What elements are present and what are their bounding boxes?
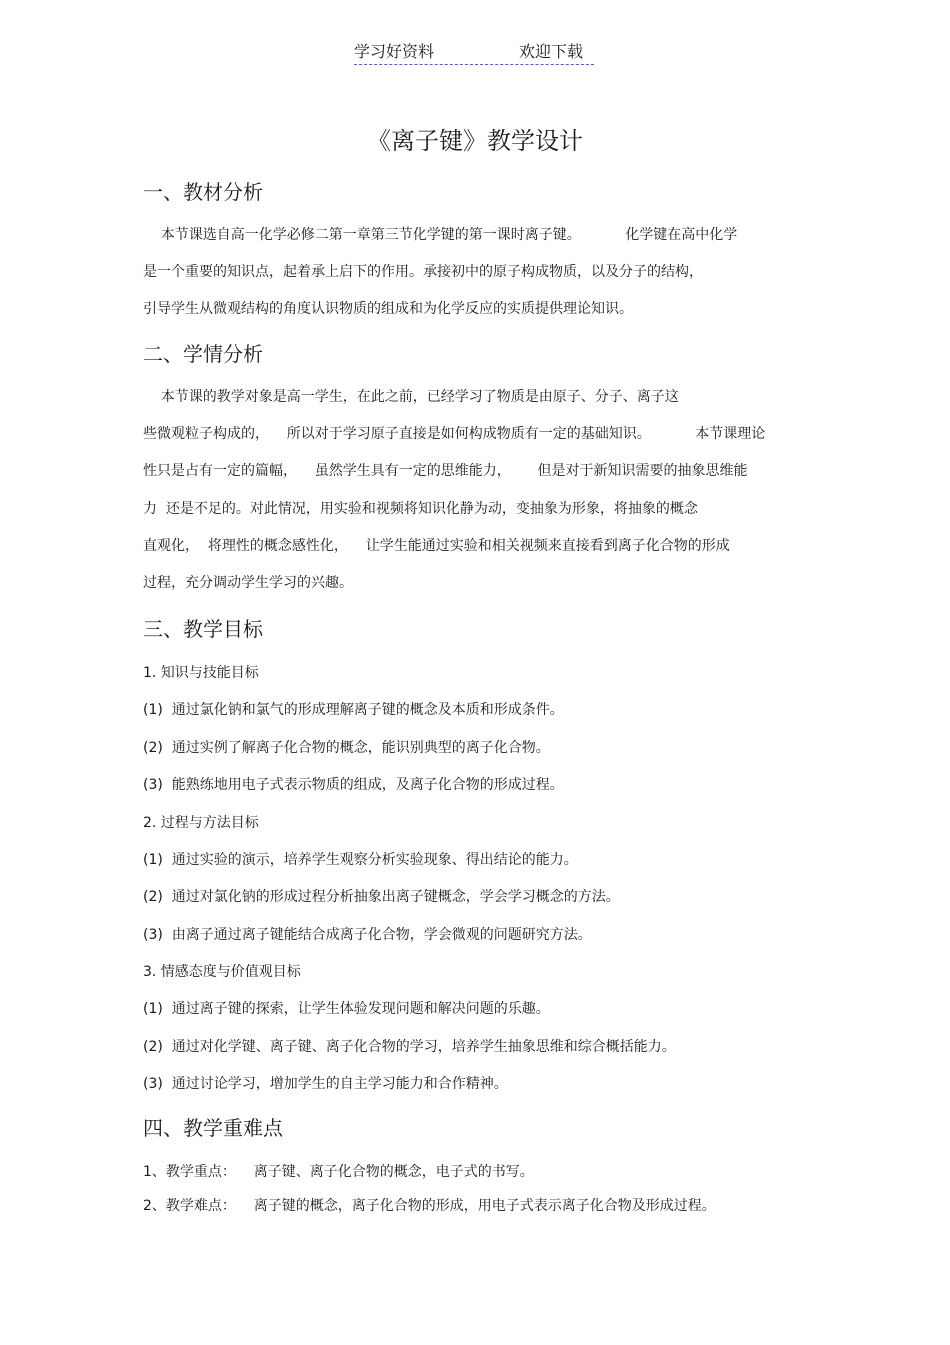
section-heading-key-points: 四、教学重难点: [143, 1116, 283, 1140]
goal-item: (1) 通过实验的演示，培养学生观察分析实验现象、得出结论的能力。: [143, 852, 578, 868]
header-right-text: 欢迎下载: [519, 42, 584, 61]
section-heading-teaching-goals: 三、教学目标: [143, 617, 263, 641]
goal-item: (2) 通过对化学键、离子键、离子化合物的学习，培养学生抽象思维和综合概括能力。: [143, 1039, 676, 1055]
paragraph-line: 性只是占有一定的篇幅， 虽然学生具有一定的思维能力， 但是对于新知识需要的抽象思维能: [143, 463, 748, 479]
paragraph-line: 直观化， 将理性的概念感性化， 让学生能通过实验和相关视频来直接看到离子化合物的形成: [143, 538, 730, 554]
goal-item: (1) 通过离子键的探索，让学生体验发现问题和解决问题的乐趣。: [143, 1001, 550, 1017]
key-point-line: 1、教学重点： 离子键、离子化合物的概念，电子式的书写。: [143, 1164, 534, 1180]
subsection-title: 2. 过程与方法目标: [143, 815, 259, 831]
paragraph-line: 是一个重要的知识点，起着承上启下的作用。承接初中的原子构成物质，以及分子的结构，: [143, 264, 703, 280]
section-heading-textbook-analysis: 一、教材分析: [143, 180, 263, 204]
goal-item: (3) 由离子通过离子键能结合成离子化合物，学会微观的问题研究方法。: [143, 927, 592, 943]
difficulty-line: 2、教学难点： 离子键的概念，离子化合物的形成，用电子式表示离子化合物及形成过程。: [143, 1198, 716, 1214]
goal-item: (3) 通过讨论学习，增加学生的自主学习能力和合作精神。: [143, 1076, 508, 1092]
page-header: [354, 42, 594, 65]
paragraph-line: 本节课选自高一化学必修二第一章第三节化学键的第一课时离子键。 化学键在高中化学: [143, 227, 738, 243]
header-left-text: 学习好资料: [354, 42, 435, 61]
paragraph-line: 过程，充分调动学生学习的兴趣。: [143, 575, 353, 591]
subsection-title: 3. 情感态度与价值观目标: [143, 964, 301, 980]
subsection-title: 1. 知识与技能目标: [143, 665, 259, 681]
paragraph-line: 本节课的教学对象是高一学生，在此之前，已经学习了物质是由原子、分子、离子这: [143, 389, 679, 405]
paragraph-line: 引导学生从微观结构的角度认识物质的组成和为化学反应的实质提供理论知识。: [143, 301, 633, 317]
paragraph-line: 力 还是不足的。对此情况，用实验和视频将知识化静为动，变抽象为形象，将抽象的概念: [143, 501, 698, 517]
paragraph-line: 些微观粒子构成的， 所以对于学习原子直接是如何构成物质有一定的基础知识。 本节课理论: [143, 426, 766, 442]
goal-item: (3) 能熟练地用电子式表示物质的组成，及离子化合物的形成过程。: [143, 777, 564, 793]
goal-item: (2) 通过实例了解离子化合物的概念，能识别典型的离子化合物。: [143, 740, 550, 756]
goal-item: (2) 通过对氯化钠的形成过程分析抽象出离子键概念，学会学习概念的方法。: [143, 889, 620, 905]
goal-item: (1) 通过氯化钠和氯气的形成理解离子键的概念及本质和形成条件。: [143, 702, 564, 718]
section-heading-student-analysis: 二、学情分析: [143, 342, 263, 366]
document-title: 《离子键》教学设计: [367, 127, 583, 155]
